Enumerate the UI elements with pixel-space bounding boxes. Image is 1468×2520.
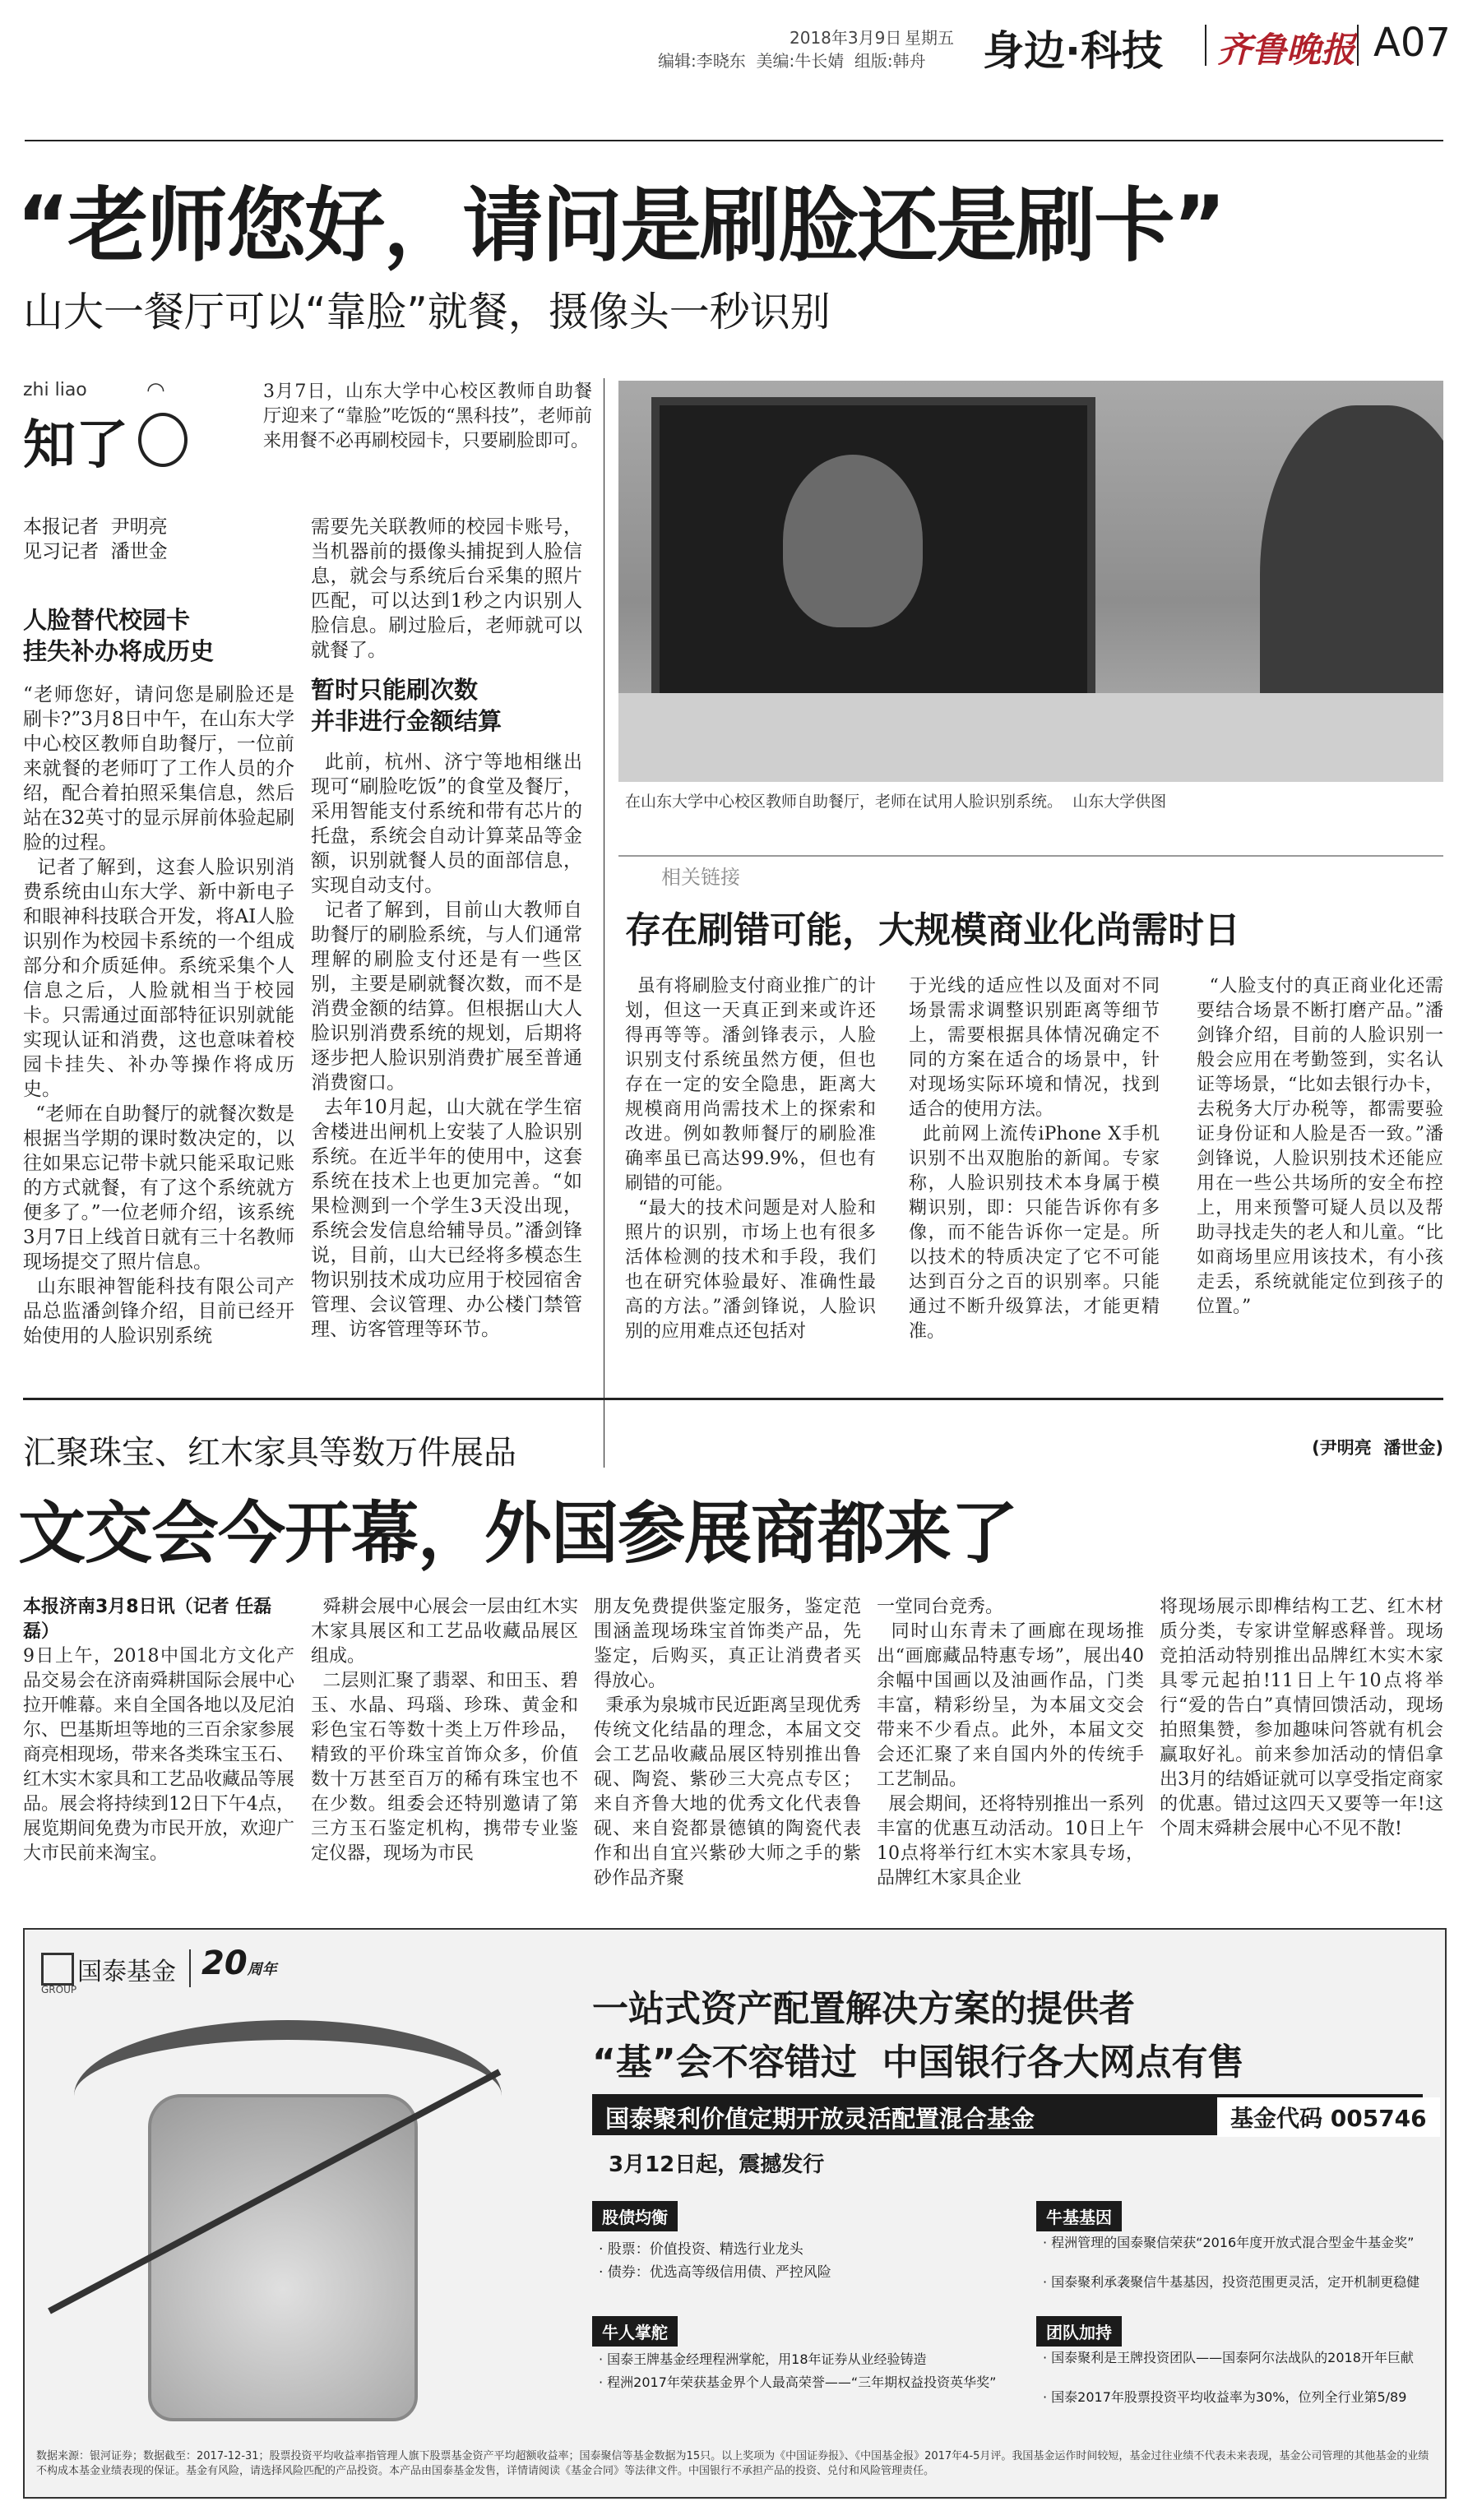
zhiliao-logo [23,378,253,476]
box4-line: · 国泰聚利是王牌投资团队——国泰阿尔法战队的2018开年巨献 [1043,2350,1414,2365]
masthead-date: 2018年3月9日 [790,28,902,48]
story1-subhead: 山大一餐厅可以“靠脸”就餐，摄像头一秒识别 [23,289,831,335]
box4-line: · 国泰2017年股票投资平均收益率为30%，位列全行业第5/89 [1043,2389,1407,2405]
wifi-icon: ◠ [146,378,165,403]
photo-caption: 在山东大学中心校区教师自助餐厅，老师在试用人脸识别系统。 山东大学供图 [625,793,1167,811]
story1-col3: 虽有将刷脸支付商业推广的计划，但这一天真正到来或许还得再等等。潘剑锋表示，人脸识别支付系统虽然方便，但也存在一定的安全隐患，距离大规模商用尚需技术上的探索和改进。例如教师餐厅的刷脸准确率虽已高达99.9%，但也有刷错的可能。 “最大的技术问题是对人脸和照片的识别，市场上也有很多活体检测的技术和手段，我们也在研究体验最好、准确性最高的方法。”潘剑锋说，人脸识别的应用难点还包括对 [625,976,876,1342]
byline [23,515,168,564]
logo-pinyin: zhi liao [23,380,87,400]
ear-icon [138,413,188,467]
story1-sub2: 暂时只能刷次数 并非进行金额结算 [311,676,502,735]
ad-anniv-sub: 周年 [247,1961,277,1978]
story1-lead: 3月7日，山东大学中心校区教师自助餐厅迎来了“靠脸”吃饭的“黑科技”，老师前来用餐不必再刷校园卡，只要刷脸即可。 [263,381,592,451]
story1-col2b: 此前，杭州、济宁等地相继出现可“刷脸吃饭”的食堂及餐厅，采用智能支付系统和带有芯片的托盘，系统会自动计算菜品等金额，识别就餐人员的面部信息，实现自动支付。 记者了解到，目前山大教师自助餐厅的刷脸系统，与人们通常理解的刷脸支付还是有一些区别，主要是刷就餐次数，而不是消费金额的结算。但根据山大人脸识别消费系统的规划，后期将逐步把人脸识别消费扩展至普通消费窗口。 去年10月起，山大就在学生宿舍楼进出闸机上安装了人脸识别系统。在近半年的使用中，这套系统在技术上也更加完善。“如果检测到一个学生3天没出现，系统会发信息给辅导员。”潘剑锋说，目前，山大已经将多模态生物识别技术成功应用于校园宿舍管理、会议管理、办公楼门禁管理、访客管理等环节。 [311,751,582,1340]
info-box-team [1036,2316,1439,2423]
story1-sub3: 存在刷错可能，大规模商业化尚需时日 [625,909,1240,951]
box2-line: · 程洲管理的国泰聚信荣获“2016年度开放式混合型金牛基金奖” [1043,2235,1415,2250]
story1-col5-byline: (尹明亮 潘世金) [1312,1438,1443,1458]
related-tag: 相关链接 [650,858,752,893]
ad-disclaimer: 数据来源：银河证券；数据截至：2017-12-31；股票投资平均收益率指管理人旗下股票基金资产平均超额收益率；国泰聚信等基金数据为15只。以上奖项为《中国证券报》、《中国基金报》2017年4-5月评。我国基金运作时间较短，基金过往业绩不代表未来表现，基金公司管理的其他基金的业绩不构成本基金业绩表现的保证。基金有风险，请选择风险匹配的产品投资。本产品由国泰基金发售，详情请阅读《基金合同》等法律文件。中国银行不承担产品的投资、兑付和风险管理责任。 [36,2450,1429,2477]
story1-col1: “老师您好，请问您是刷脸还是刷卡?”3月8日中午，在山东大学中心校区教师自助餐厅，一位前来就餐的老师叮了工作人员的介绍，配合着拍照采集信息，然后站在32英寸的显示屏前体验起刷脸的过程。 记者了解到，这套人脸识别消费系统由山东大学、新中新电子和眼神科技联合开发，将AI人脸识别作为校园卡系统的一个组成部分和介质延伸。系统采集个人信息之后，人脸就相当于校园卡。只需通过面部特征识别就能实现认证和消费，这也意味着校园卡挂失、补办等操作将成历史。 “老师在自助餐厅的就餐次数是根据当学期的课时数决定的，以往如果忘记带卡就只能采取记账的方式就餐，有了这个系统就方便多了。”一位老师介绍，该系统3月7日上线首日就有三十名教师现场提交了照片信息。 山东眼神智能科技有限公司产品总监潘剑锋介绍，目前已经开始使用的人脸识别系统 [23,684,294,1347]
ad-headline1: 一站式资产配置解决方案的提供者 [592,1988,1135,2030]
box3-title: 牛人掌舵 [592,2316,678,2347]
story2-col2: 舜耕会展中心展会一层由红木实木家具展区和工艺品收藏品展区组成。 二层则汇聚了翡翠、和田玉、碧玉、水晶、玛瑙、珍珠、黄金和彩色宝石等数十类上万件珍品，精致的平价珠宝首饰众多，价值数十万甚至百万的稀有珠宝也不在少数。组委会还特别邀请了第三方玉石鉴定机构，携带专业鉴定仪器，现场为市民 [311,1597,578,1864]
byline-reporter: 本报记者 尹明亮 [23,516,168,538]
story-divider [23,1398,1443,1400]
fund-code: 基金代码 005746 [1217,2097,1440,2137]
ad-divider [189,1949,191,1987]
logo-text: 知了 [23,415,128,476]
page-number: A07 [1373,20,1451,66]
info-box-equity [592,2201,1003,2308]
section-title: 身边·科技 [983,27,1163,75]
story1-col4: 于光线的适应性以及面对不同场景需求调整识别距离等细节上，需要根据具体情况确定不同的方案在适合的场景中，针对现场实际环境和情况，找到适合的使用方法。 此前网上流传iPhone X手机识别不出双胞胎的新闻。专家称，人脸识别技术本身属于模糊识别，即：只能告诉你有多像，而不能告诉你一定是。所以技术的特质决定了它不可能达到百分之百的识别率。只能通过不断升级算法，才能更精准。 [909,976,1160,1342]
masthead-editors: 编辑:李晓东 美编:牛长婧 组版:韩舟 [658,51,926,71]
ad-logo-mark [41,1953,74,1986]
news-photo [618,381,1443,782]
story2-headline: 文交会今开幕，外国参展商都来了 [18,1495,1018,1573]
ad-block [23,1928,1447,2499]
top-rule [25,140,1443,141]
story2-col5: 将现场展示即榫结构工艺、红木材质分类，专家讲堂解惑释普。现场竞拍活动特别推出品牌红木实木家具零元起拍!11日上午10点将举行“爱的告白”真情回馈活动，现场拍照集赞，参加趣味问答就有机会赢取好礼。前来参加活动的情侣拿出3月的结婚证就可以享受指定商家的优惠。错过这四天又要等一年!这个周末舜耕会展中心不见不散! [1160,1597,1443,1839]
divider [1357,25,1359,66]
masthead [0,0,1468,90]
paper-logo: 齐鲁晚报 [1217,30,1356,70]
related-rule [618,855,1443,857]
story2-col1: 9日上午，2018中国北方文化产品交易会在济南舜耕国际会展中心拉开帷幕。来自全国各地以及尼泊尔、巴基斯坦等地的三百余家参展商亮相现场，带来各类珠宝玉石、红木实木家具和工艺品收藏品等展品。展会将持续到12日下午4点，展览期间免费为市民开放，欢迎广大市民前来淘宝。 [23,1646,294,1864]
story2-col4: 一堂同台竞秀。 同时山东青未了画廊在现场推出“画廊藏品特惠专场”，展出40余幅中国画以及油画作品，门类丰富，精彩纷呈，为本届文交会带来不少看点。此外，本届文交会还汇聚了来自国内外的传统手工艺制品。 展会期间，还将特别推出一系列丰富的优惠互动活动。10日上午10点将举行红木实木家具专场，品牌红木家具企业 [877,1597,1144,1889]
box1-line: · 股票：价值投资、精选行业龙头 [599,2241,803,2258]
box4-title: 团队加持 [1036,2316,1122,2347]
ad-anniversary [201,1944,277,1982]
story2-col1-wrap [23,1595,294,1891]
ad-brand: 国泰基金 [77,1958,176,1986]
ad-headline2: “基”会不容错过 中国银行各大网点有售 [592,2041,1244,2083]
masthead-weekday: 星期五 [905,28,954,48]
ad-group: GROUP [41,1984,77,1995]
story2-col3: 朋友免费提供鉴定服务，鉴定范围涵盖现场珠宝首饰类产品，先鉴定，后购买，真正让消费者买得放心。 秉承为泉城市民近距离呈现优秀传统文化结晶的理念，本届文交会工艺品收藏品展区特别推出鲁砚、陶瓷、紫砂三大亮点专区；来自齐鲁大地的优秀文化代表鲁砚、来自瓷都景德镇的陶瓷代表作和出自宜兴紫砂大师之手的紫砂作品齐聚 [594,1597,861,1889]
box1-title: 股债均衡 [592,2201,678,2231]
story1-col2a: 需要先关联教师的校园卡账号，当机器前的摄像头捕捉到人脸信息，就会与系统后台采集的照片匹配，可以达到1秒之内识别人脸信息。刷过脸后，老师就可以就餐了。 [311,516,582,661]
ad-launch: 3月12日起，震撼发行 [609,2152,825,2177]
story1-col5-wrap [1197,974,1443,1468]
fund-name: 国泰聚利价值定期开放灵活配置混合基金 [605,2105,1035,2133]
coin-jar [148,2094,418,2421]
photo-counter [618,693,1443,782]
box2-line: · 国泰聚利承袭聚信牛基基因，投资范围更灵活，定开机制更稳健 [1043,2274,1420,2290]
box3-line: · 程洲2017年荣获基金界个人最高荣誉——“三年期权益投资英华奖” [599,2374,997,2390]
story2-kicker: 汇聚珠宝、红木家具等数万件展品 [23,1434,516,1472]
byline-trainee: 见习记者 潘世金 [23,541,168,562]
story1-headline: “老师您好，请问是刷脸还是刷卡” [16,179,1225,273]
story1-col5: “人脸支付的真正商业化还需要结合场景不断打磨产品。”潘剑锋介绍，目前的人脸识别一般会应用在考勤签到，实名认证等场景，“比如去银行办卡，去税务大厅办税等，都需要验证身份证和人脸是否一致。”潘剑锋说，人脸识别技术还能应用在一些公共场所的安全布控上，用来预警可疑人员以及帮助寻找走失的老人和儿童。“比如商场里应用该技术，有小孩走丢，系统就能定位到孩子的位置。” [1197,976,1443,1317]
divider [1205,25,1206,66]
fund-bar [592,2094,1427,2135]
story2-dateline: 本报济南3月8日讯（记者 任磊磊） [23,1597,272,1642]
info-box-gene [1036,2201,1439,2308]
box3-line: · 国泰王牌基金经理程洲掌舵，用18年证券从业经验铸造 [599,2351,927,2367]
box1-line: · 债券：优选高等级信用债、严控风险 [599,2264,831,2281]
photo-screen-face [783,455,923,627]
info-box-manager [592,2316,1020,2423]
box2-title: 牛基基因 [1036,2201,1122,2231]
ad-anniv-number: 20 [201,1944,248,1982]
story1-sub1: 人脸替代校园卡 挂失补办将成历史 [23,606,215,665]
